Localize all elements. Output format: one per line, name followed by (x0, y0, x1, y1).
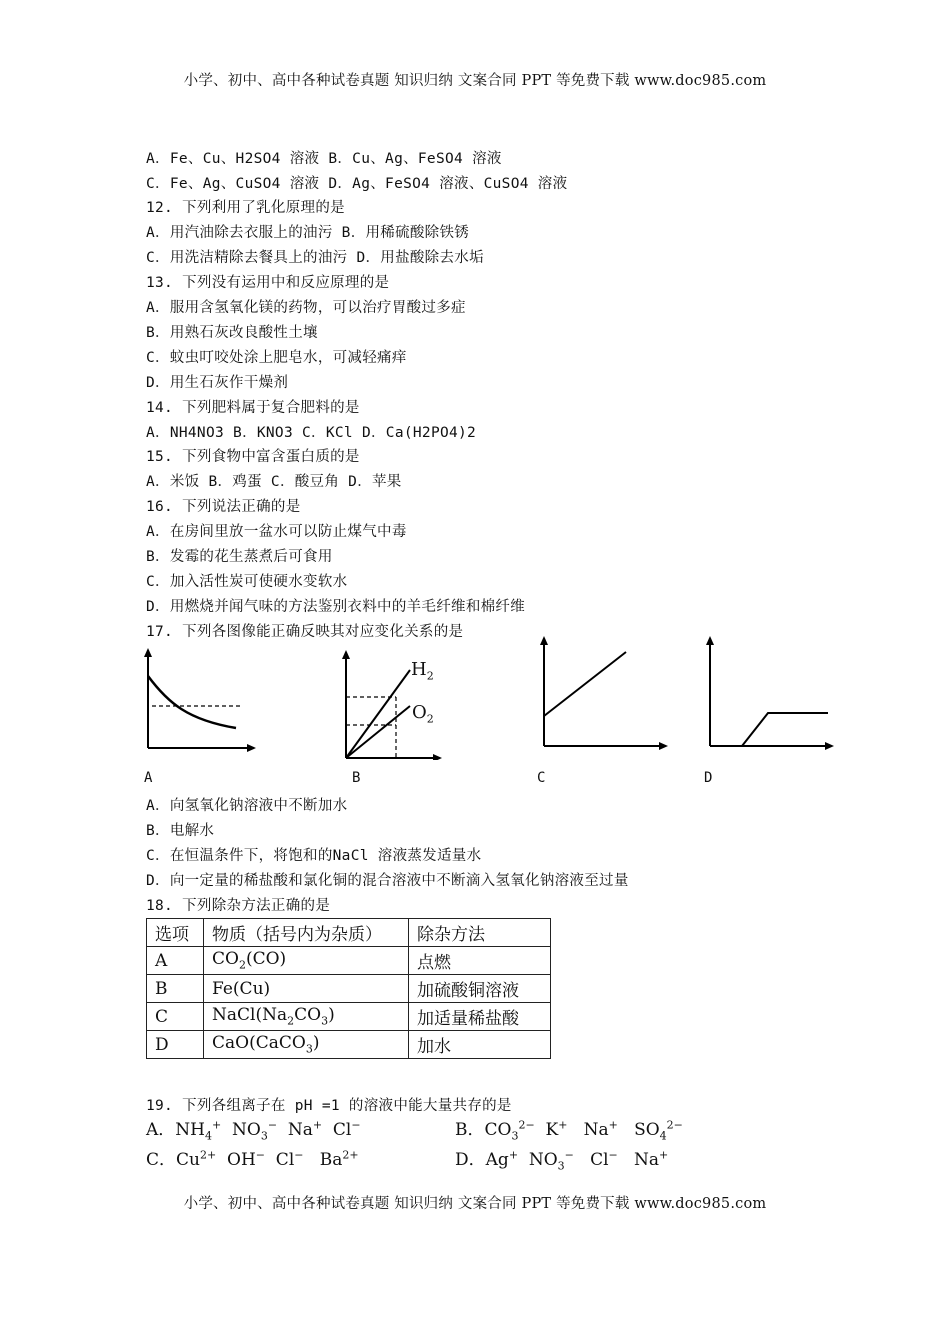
option-c-ions: C．$Cu^{2+}$ OH− Cl− $Ba^{2+}$ (146, 1148, 359, 1170)
question-line: C．Fe、Ag、CuSO4 溶液 D．Ag、FeSO4 溶液、CuSO4 溶液 (146, 176, 568, 192)
decreasing-curve (148, 676, 236, 728)
question-line: 14. 下列肥料属于复合肥料的是 (146, 400, 360, 416)
question-line: C．在恒温条件下，将饱和的NaCl 溶液蒸发适量水 (146, 848, 482, 864)
question-line: 16. 下列说法正确的是 (146, 499, 301, 515)
graph-a (138, 648, 258, 758)
graph-d (700, 636, 840, 751)
x-axis-arrow (825, 742, 834, 750)
graph-label-d: D (704, 770, 713, 786)
graph-label-b: B (352, 770, 361, 786)
option-b-ions: B．$CO_3^{2-}$ K+ Na+ $SO_4^{2-}$ (455, 1118, 683, 1143)
table-cell: A (147, 947, 204, 975)
table-cell: $NaCl(Na_2CO_3)$ (204, 1003, 409, 1031)
question-line: A．在房间里放一盆水可以防止煤气中毒 (146, 524, 407, 540)
table-cell: $CO_2(CO)$ (204, 947, 409, 975)
question-line: 15. 下列食物中富含蛋白质的是 (146, 449, 360, 465)
option-a-ions: A．$NH_4^+$ $NO_3^-$ Na+ Cl− (146, 1118, 361, 1143)
rising-line (544, 652, 626, 716)
impurity-table (146, 918, 551, 1059)
graph-c (534, 636, 674, 751)
question-line: A．米饭 B．鸡蛋 C．酸豆角 D．苹果 (146, 474, 402, 490)
table-row (147, 975, 551, 1003)
delayed-rise-line (742, 713, 828, 746)
question-line: B．电解水 (146, 823, 215, 839)
table-header-cell: 物质（括号内为杂质） (204, 919, 409, 947)
graph-label-a: A (144, 770, 153, 786)
y-axis-arrow (540, 636, 548, 645)
y-axis-arrow (144, 648, 152, 657)
question-line: 19. 下列各组离子在 pH =1 的溶液中能大量共存的是 (146, 1098, 512, 1114)
table-row (147, 1003, 551, 1031)
option-d-ions: D．Ag+ $NO_3^-$ Cl− Na+ (455, 1148, 669, 1173)
table-header-cell: 选项 (147, 919, 204, 947)
question-line: 17. 下列各图像能正确反映其对应变化关系的是 (146, 624, 464, 640)
question-line: A．用汽油除去衣服上的油污 B．用稀硫酸除铁锈 (146, 225, 470, 241)
o2-label: $O_2$ (412, 702, 434, 726)
question-line: B．用熟石灰改良酸性土壤 (146, 325, 318, 341)
x-axis-arrow (659, 742, 668, 750)
table-cell: B (147, 975, 204, 1003)
x-axis-arrow (433, 754, 442, 760)
question-line: C．加入活性炭可使硬水变软水 (146, 574, 348, 590)
table-cell: D (147, 1031, 204, 1059)
question-line: A．NH4NO3 B．KNO3 C．KCl D．Ca(H2PO4)2 (146, 425, 477, 441)
x-axis-arrow (247, 744, 256, 752)
table-row (147, 947, 551, 975)
y-axis-arrow (342, 650, 350, 659)
table-cell: Fe(Cu) (204, 975, 409, 1003)
question-line: A．向氢氧化钠溶液中不断加水 (146, 798, 348, 814)
question-line: B．发霉的花生蒸煮后可食用 (146, 549, 333, 565)
question-line: 12. 下列利用了乳化原理的是 (146, 200, 345, 216)
table-header-cell: 除杂方法 (409, 919, 551, 947)
table-cell: 加适量稀盐酸 (409, 1003, 551, 1031)
table-cell: 加水 (409, 1031, 551, 1059)
question-line: C．用洗洁精除去餐具上的油污 D．用盐酸除去水垢 (146, 250, 484, 266)
table-cell: 加硫酸铜溶液 (409, 975, 551, 1003)
y-axis-arrow (706, 636, 714, 645)
table-cell: C (147, 1003, 204, 1031)
page-header: 小学、初中、高中各种试卷真题 知识归纳 文案合同 PPT 等免费下载 www.doc985.com (183, 73, 767, 89)
question-line: D．用燃烧并闻气味的方法鉴别衣料中的羊毛纤维和棉纤维 (146, 599, 526, 615)
question-line: 13. 下列没有运用中和反应原理的是 (146, 275, 390, 291)
question-line: A．Fe、Cu、H2SO4 溶液 B．Cu、Ag、FeSO4 溶液 (146, 151, 502, 167)
question-line: C．蚊虫叮咬处涂上肥皂水，可减轻痛痒 (146, 350, 407, 366)
question-line: A．服用含氢氧化镁的药物，可以治疗胃酸过多症 (146, 300, 466, 316)
question-line: 18. 下列除杂方法正确的是 (146, 898, 331, 914)
table-cell: CaO(CaCO$_3$) (204, 1031, 409, 1059)
question-line: D．用生石灰作干燥剂 (146, 375, 289, 391)
page-footer: 小学、初中、高中各种试卷真题 知识归纳 文案合同 PPT 等免费下载 www.doc985.com (183, 1196, 767, 1212)
h2-label: $H_2$ (411, 659, 434, 683)
question-line: D．向一定量的稀盐酸和氯化铜的混合溶液中不断滴入氢氧化钠溶液至过量 (146, 873, 629, 889)
graph-label-c: C (537, 770, 546, 786)
table-header-row (147, 919, 551, 947)
table-row (147, 1031, 551, 1059)
table-cell: 点燃 (409, 947, 551, 975)
